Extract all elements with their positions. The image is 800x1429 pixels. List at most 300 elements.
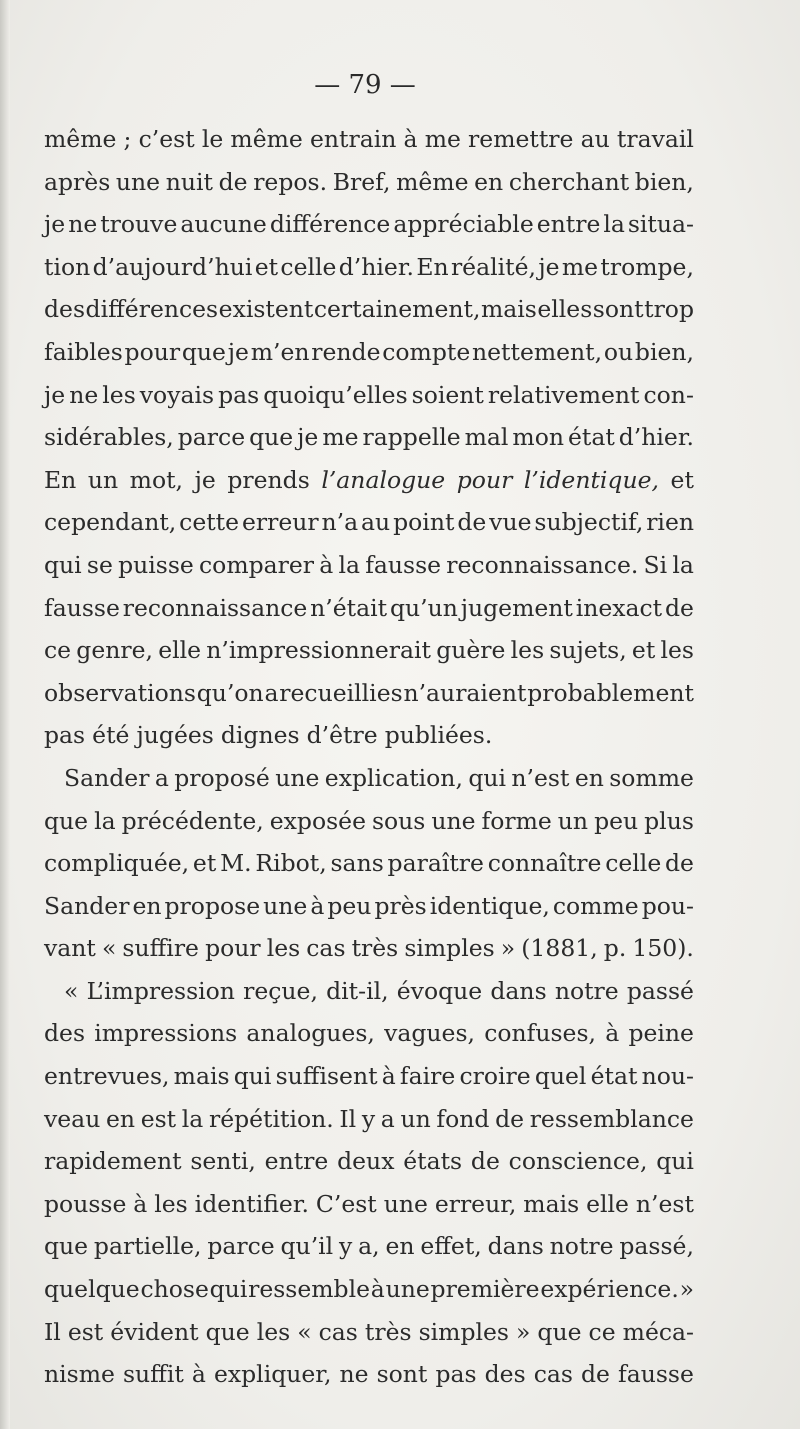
word: simples xyxy=(418,1317,509,1346)
word: cas xyxy=(318,1317,358,1346)
text-line xyxy=(44,246,694,289)
word: à xyxy=(133,1189,148,1218)
word: Sander xyxy=(64,763,150,792)
word: mal xyxy=(464,423,509,452)
word: d’hier. xyxy=(618,423,694,452)
text-line xyxy=(44,1140,694,1183)
text-line xyxy=(44,374,694,417)
word: la xyxy=(672,550,694,579)
word: les xyxy=(102,380,136,409)
word: n’est xyxy=(635,1189,694,1218)
word: subjectif, xyxy=(534,508,644,537)
word: probablement xyxy=(527,678,694,707)
word: sous xyxy=(371,806,426,835)
word: sont xyxy=(376,1360,428,1389)
word: pour xyxy=(205,934,261,963)
word: jugement xyxy=(460,593,573,622)
word: En xyxy=(416,252,449,281)
word: pou- xyxy=(641,891,694,920)
word: d’aujourd’hui xyxy=(92,252,253,281)
word: le xyxy=(201,125,224,153)
word: entrain xyxy=(309,125,397,153)
word: fausse xyxy=(44,593,120,622)
word: à xyxy=(381,1062,396,1091)
word: de xyxy=(218,167,248,196)
word: n’impressionnerait xyxy=(206,636,432,665)
word: p. xyxy=(603,934,627,963)
word: je xyxy=(297,423,319,452)
word: de xyxy=(664,593,694,622)
word: genre, xyxy=(76,636,153,665)
word: ce xyxy=(588,1317,616,1346)
word: situa- xyxy=(627,210,694,239)
word: trompe, xyxy=(600,252,694,281)
word: relativement xyxy=(487,380,640,409)
word: ressemble xyxy=(248,1275,371,1304)
word: en xyxy=(574,763,604,792)
word: peine xyxy=(628,1019,694,1048)
word: reconnaissance xyxy=(122,593,308,622)
word: a xyxy=(264,678,279,707)
word: rappelle xyxy=(362,423,461,452)
word: les xyxy=(154,1189,188,1218)
word: des xyxy=(44,295,86,324)
word: que xyxy=(205,1317,250,1346)
word: à xyxy=(319,550,334,579)
word: effet, xyxy=(420,1232,482,1261)
word: bien, xyxy=(634,337,694,366)
word: Bref, xyxy=(332,167,391,196)
word: Ribot, xyxy=(255,849,327,878)
word: rien xyxy=(646,508,694,537)
word: voyais xyxy=(139,380,215,409)
text-line xyxy=(44,885,694,928)
word: vue xyxy=(489,508,532,537)
word: ne xyxy=(339,1360,369,1389)
word: de xyxy=(581,1360,610,1389)
word: reconnaissance. xyxy=(446,550,639,579)
word: recueillies xyxy=(279,678,403,707)
word: parce xyxy=(177,423,246,452)
word: un xyxy=(557,806,589,835)
word: une xyxy=(275,763,320,792)
word: évident xyxy=(110,1317,199,1346)
word: prends xyxy=(227,465,310,494)
word: qu’un xyxy=(389,593,458,622)
word: à xyxy=(605,1019,620,1048)
text-line xyxy=(44,1311,694,1354)
word: suffit xyxy=(122,1360,184,1389)
word: à xyxy=(191,1360,206,1389)
word: et xyxy=(192,849,217,878)
word: « xyxy=(101,934,117,963)
word: ou xyxy=(603,337,634,366)
word: explication, xyxy=(324,763,463,792)
word: me xyxy=(322,423,359,452)
word: existent xyxy=(218,295,314,324)
word: Il xyxy=(339,1104,357,1133)
word: entre xyxy=(264,1147,329,1176)
word: bien, xyxy=(634,167,694,196)
word: y xyxy=(361,1104,376,1133)
word: sont xyxy=(592,295,644,324)
word: la xyxy=(338,550,360,579)
word: nettement, xyxy=(472,337,603,366)
word: aucune xyxy=(180,210,267,239)
word: n’est xyxy=(511,763,570,792)
word: a, xyxy=(358,1232,380,1261)
word: une xyxy=(383,1189,428,1218)
word: les xyxy=(256,1317,291,1346)
word: celle xyxy=(280,252,337,281)
word: analogues, xyxy=(246,1019,375,1048)
text-line xyxy=(44,714,694,757)
word: fond xyxy=(436,1104,490,1133)
word: erreur, xyxy=(434,1189,517,1218)
text-line xyxy=(44,1225,694,1268)
word: quel xyxy=(534,1062,587,1091)
word: à xyxy=(403,125,418,153)
word: évoque xyxy=(396,976,483,1005)
word: près xyxy=(374,891,427,920)
word: cas xyxy=(306,934,346,963)
word: été xyxy=(92,721,130,750)
word: Sander xyxy=(44,891,130,920)
word: une xyxy=(263,891,308,920)
word: plus xyxy=(644,806,694,835)
word: » xyxy=(516,1317,531,1346)
word: comme xyxy=(552,891,639,920)
page-gutter-shadow xyxy=(0,0,10,1429)
word: C’est xyxy=(315,1189,377,1218)
text-line xyxy=(44,459,694,502)
word: d’hier. xyxy=(338,252,414,281)
word: Si xyxy=(643,550,668,579)
word: entre xyxy=(536,210,601,239)
word: qui xyxy=(656,1147,694,1176)
word: en xyxy=(106,1104,136,1133)
word: un xyxy=(87,465,119,494)
body-text xyxy=(44,118,694,1396)
word: de xyxy=(495,1104,525,1133)
text-line xyxy=(44,118,694,161)
word: même xyxy=(396,167,469,196)
text-line xyxy=(44,1268,694,1311)
word: guère xyxy=(436,636,506,665)
word: En xyxy=(44,465,77,494)
word: sidérables, xyxy=(44,423,174,452)
word: les xyxy=(266,934,301,963)
word: tion xyxy=(44,252,91,281)
word: cas xyxy=(533,1360,573,1389)
word: n’était xyxy=(310,593,388,622)
word: confuses, xyxy=(484,1019,596,1048)
word: même xyxy=(44,125,117,153)
word: qui xyxy=(233,1062,272,1091)
word: entrevues, xyxy=(44,1062,170,1091)
word: en xyxy=(474,167,504,196)
word: qui xyxy=(44,550,82,579)
word: rapidement xyxy=(44,1147,182,1176)
word: qu’on xyxy=(196,678,264,707)
word: est xyxy=(67,1317,104,1346)
word: connaître xyxy=(487,849,602,878)
word: quoiqu’elles xyxy=(263,380,408,409)
word: publiées. xyxy=(384,721,493,750)
text-line xyxy=(44,927,694,970)
word: ce xyxy=(44,636,72,665)
word: point xyxy=(393,508,455,537)
word: passé xyxy=(626,976,694,1005)
word: fausse xyxy=(365,550,442,579)
text-line xyxy=(44,1055,694,1098)
word: parce xyxy=(207,1232,275,1261)
text-line xyxy=(44,842,694,885)
word: qu’il xyxy=(280,1232,334,1261)
word: chose xyxy=(140,1275,209,1304)
word: notre xyxy=(549,1232,614,1261)
word: les xyxy=(510,636,545,665)
word: M. xyxy=(220,849,252,878)
word: croire xyxy=(459,1062,531,1091)
word: ressemblance xyxy=(529,1104,694,1133)
word: des xyxy=(484,1360,526,1389)
word: première xyxy=(430,1275,540,1304)
word: reçue, xyxy=(243,976,318,1005)
word: identique, xyxy=(429,891,550,920)
word: la xyxy=(603,210,625,239)
word: réalité, xyxy=(450,252,536,281)
word: trouve xyxy=(100,210,178,239)
word: trop xyxy=(644,295,694,324)
text-line xyxy=(44,544,694,587)
word: de xyxy=(470,1147,500,1176)
page-number: — 79 — xyxy=(314,70,416,100)
text-line xyxy=(44,288,694,331)
word: dans xyxy=(490,976,547,1005)
word: des xyxy=(44,1019,86,1048)
word: que xyxy=(249,423,294,452)
word: mon xyxy=(512,423,564,452)
word: au xyxy=(580,125,610,153)
word: de xyxy=(457,508,487,537)
word: suffisent xyxy=(275,1062,378,1091)
word: faibles xyxy=(44,337,123,366)
word: précédente, xyxy=(121,806,264,835)
word: est xyxy=(140,1104,177,1133)
word: je xyxy=(44,380,66,409)
word: compliquée, xyxy=(44,849,190,878)
word: l’analogue xyxy=(321,465,446,494)
word: une xyxy=(385,1275,430,1304)
word: c’est xyxy=(138,125,195,153)
word: deux xyxy=(337,1147,395,1176)
word: somme xyxy=(609,763,694,792)
word: compte xyxy=(382,337,471,366)
word: de xyxy=(665,849,694,878)
word: et xyxy=(631,636,656,665)
text-line xyxy=(44,161,694,204)
word: cette xyxy=(179,508,240,537)
word: elles xyxy=(537,295,593,324)
word: soient xyxy=(411,380,484,409)
word: partielle, xyxy=(93,1232,202,1261)
word: con- xyxy=(643,380,694,409)
word: je xyxy=(194,465,216,494)
word: fausse xyxy=(618,1360,694,1389)
word: très xyxy=(364,1317,412,1346)
word: expliquer, xyxy=(213,1360,332,1389)
word: celle xyxy=(605,849,662,878)
word: sans xyxy=(330,849,384,878)
word: inexact xyxy=(575,593,663,622)
word: elle xyxy=(158,636,202,665)
word: » xyxy=(679,1275,694,1304)
word: propose xyxy=(164,891,261,920)
text-line xyxy=(44,1098,694,1141)
word: erreur xyxy=(241,508,319,537)
word: et xyxy=(254,252,279,281)
text-line xyxy=(44,331,694,374)
word: notre xyxy=(554,976,619,1005)
word: la xyxy=(181,1104,204,1133)
word: pousse xyxy=(44,1189,127,1218)
word: » xyxy=(500,934,516,963)
word: je xyxy=(538,252,560,281)
word: cherchant xyxy=(508,167,630,196)
word: la xyxy=(94,806,116,835)
word: dignes xyxy=(220,721,300,750)
word: mais xyxy=(173,1062,230,1091)
text-line xyxy=(44,587,694,630)
word: nou- xyxy=(641,1062,694,1091)
word: et xyxy=(670,465,694,494)
text-line xyxy=(44,970,694,1013)
word: expérience. xyxy=(540,1275,679,1304)
word: n’a xyxy=(321,508,359,537)
word: jugées xyxy=(136,721,214,750)
word: puisse xyxy=(118,550,194,579)
word: après xyxy=(44,167,111,196)
word: appréciable xyxy=(393,210,534,239)
word: rende xyxy=(311,337,381,366)
word: ; xyxy=(123,125,132,153)
word: « xyxy=(297,1317,312,1346)
word: elle xyxy=(586,1189,629,1218)
text-line xyxy=(44,629,694,672)
word: qui xyxy=(209,1275,248,1304)
word: répétition. xyxy=(208,1104,334,1133)
word: l’identique, xyxy=(523,465,659,494)
word: les xyxy=(660,636,694,665)
word: nisme xyxy=(44,1360,115,1389)
word: certainement, xyxy=(313,295,481,324)
word: dit-il, xyxy=(326,976,389,1005)
word: exposée xyxy=(269,806,366,835)
text-line xyxy=(44,416,694,459)
word: mais xyxy=(523,1189,580,1218)
text-line xyxy=(44,1353,694,1396)
word: en xyxy=(385,1232,415,1261)
word: à xyxy=(310,891,325,920)
word: ne xyxy=(69,380,99,409)
word: pour xyxy=(124,337,181,366)
word: qui xyxy=(468,763,507,792)
word: (1881, xyxy=(521,934,598,963)
word: cependant, xyxy=(44,508,177,537)
word: suffire xyxy=(122,934,199,963)
word: comparer xyxy=(199,550,315,579)
word: même xyxy=(230,125,303,153)
word: me xyxy=(424,125,461,153)
word: proposé xyxy=(174,763,270,792)
word: « xyxy=(64,976,79,1005)
word: en xyxy=(132,891,162,920)
word: n’auraient xyxy=(403,678,527,707)
word: simples xyxy=(404,934,495,963)
word: quelque xyxy=(44,1275,140,1304)
word: peu xyxy=(327,891,372,920)
word: veau xyxy=(44,1104,101,1133)
word: pour xyxy=(456,465,513,494)
word: mot, xyxy=(129,465,184,494)
word: que xyxy=(537,1317,582,1346)
word: d’être xyxy=(306,721,378,750)
word: que xyxy=(181,337,226,366)
word: je xyxy=(227,337,249,366)
word: que xyxy=(44,1232,89,1261)
text-line xyxy=(44,1183,694,1226)
word: vagues, xyxy=(384,1019,475,1048)
word: remettre xyxy=(468,125,574,153)
word: pas xyxy=(44,721,86,750)
text-line xyxy=(44,757,694,800)
word: me xyxy=(561,252,599,281)
text-line xyxy=(44,1012,694,1055)
word: au xyxy=(361,508,391,537)
word: se xyxy=(86,550,113,579)
word: travail xyxy=(616,125,694,153)
word: mais xyxy=(480,295,537,324)
text-line xyxy=(44,800,694,843)
word: conscience, xyxy=(508,1147,648,1176)
text-line xyxy=(44,203,694,246)
word: méca- xyxy=(622,1317,694,1346)
word: y xyxy=(339,1232,353,1261)
word: différence xyxy=(269,210,391,239)
text-line xyxy=(44,672,694,715)
word: sujets, xyxy=(549,636,627,665)
word: une xyxy=(431,806,476,835)
word: un xyxy=(400,1104,431,1133)
word: identifier. xyxy=(194,1189,309,1218)
word: nuit xyxy=(165,167,213,196)
text-line xyxy=(44,501,694,544)
word: peu xyxy=(594,806,639,835)
word: état xyxy=(567,423,615,452)
word: a xyxy=(154,763,169,792)
word: passé, xyxy=(619,1232,694,1261)
word: états xyxy=(403,1147,463,1176)
word: senti, xyxy=(190,1147,256,1176)
word: 150). xyxy=(632,934,694,963)
word: Il xyxy=(44,1317,61,1346)
word: repos. xyxy=(253,167,328,196)
word: une xyxy=(115,167,161,196)
word: paraître xyxy=(387,849,484,878)
word: vant xyxy=(44,934,96,963)
word: à xyxy=(370,1275,385,1304)
